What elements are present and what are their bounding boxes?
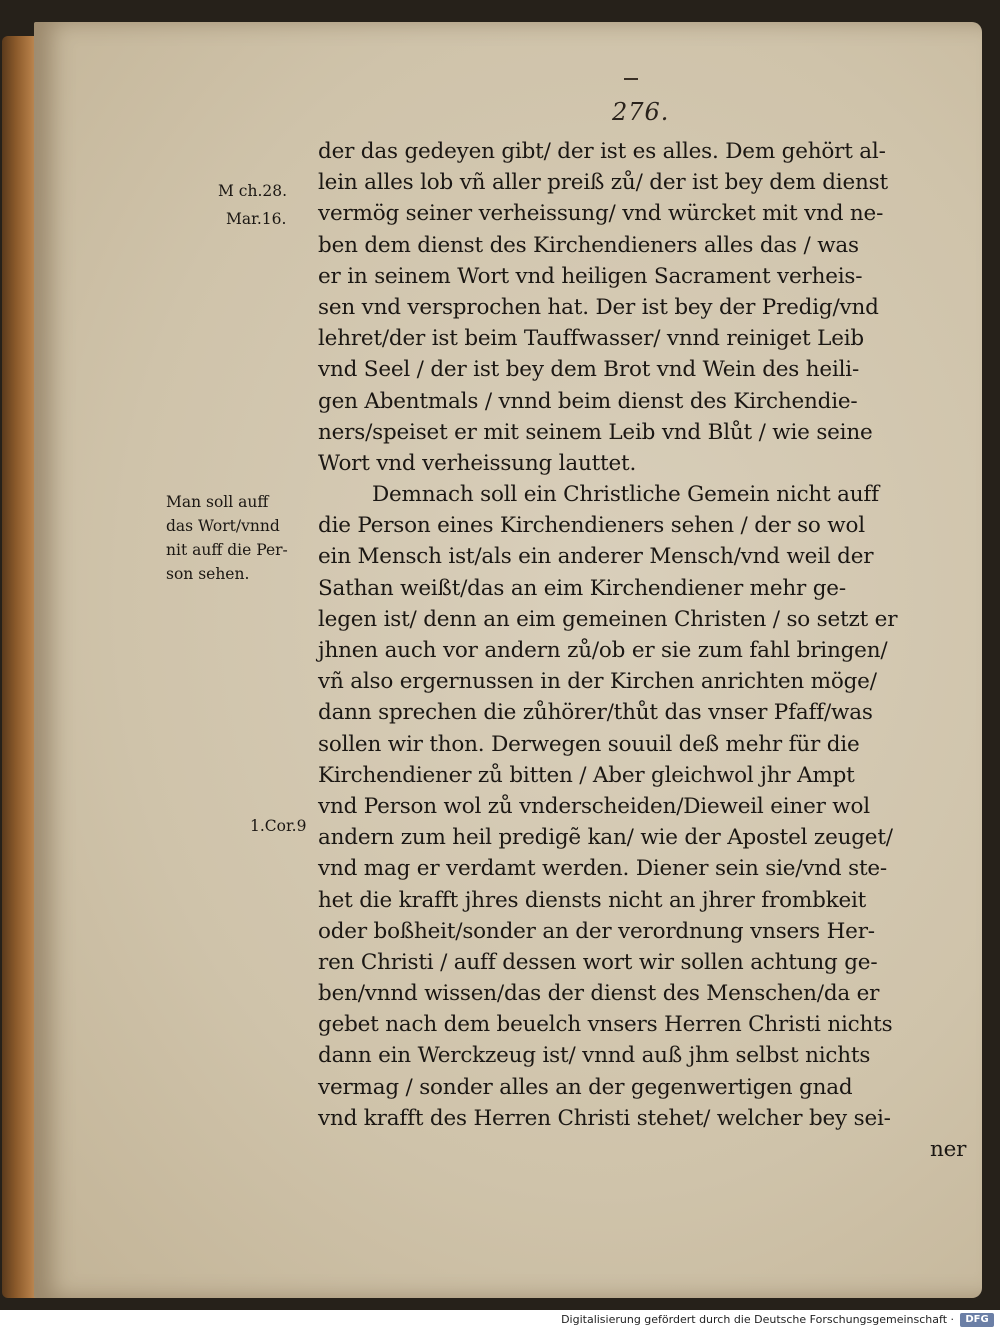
text-line: Sathan weißt/das an eim Kirchendiener mehr ge-: [318, 575, 846, 601]
text-line: oder boßheit/sonder an der verordnung vnsers Her-: [318, 918, 875, 944]
funding-credit: Digitalisierung gefördert durch die Deutsche Forschungsgemeinschaft ·: [561, 1313, 954, 1326]
margin-ref-mark: Mar.16.: [226, 210, 287, 228]
text-line: ren Christi / auff dessen wort wir sollen achtung ge-: [318, 949, 878, 975]
text-line: lein alles lob vñ aller preiß zů/ der ist bey dem dienst: [318, 170, 888, 196]
text-line: vermög seiner verheissung/ vnd würcket mit vnd ne-: [318, 201, 884, 227]
margin-note-line: Man soll auff: [166, 493, 269, 511]
margin-ref-corinthians: 1.Cor.9: [250, 817, 307, 835]
dfg-logo-icon: DFG: [960, 1313, 994, 1327]
text-line: vñ also ergernussen in der Kirchen anrichten möge/: [318, 669, 877, 695]
text-line: Wort vnd verheissung lauttet.: [318, 450, 637, 476]
margin-ref-matthew: M ch.28.: [218, 182, 288, 200]
text-line: gebet nach dem beuelch vnsers Herren Christi nichts: [318, 1012, 893, 1038]
margin-note-line: nit auff die Per-: [166, 541, 288, 559]
page-number: 276.: [612, 98, 670, 126]
text-line: ben/vnnd wissen/das der dienst des Menschen/da er: [318, 981, 880, 1007]
text-line: andern zum heil predigẽ kan/ wie der Apostel zeuget/: [318, 825, 893, 851]
text-line: ners/speiset er mit seinem Leib vnd Blůt / wie seine: [318, 419, 873, 445]
text-line: der das gedeyen gibt/ der ist es alles. Dem gehört al-: [318, 139, 886, 164]
text-line: ner: [930, 1137, 967, 1162]
text-line: gen Abentmals / vnnd beim dienst des Kirchendie-: [318, 388, 858, 414]
text-line: vnd Seel / der ist bey dem Brot vnd Wein des heili-: [318, 357, 860, 383]
text-line: jhnen auch vor andern zů/ob er sie zum fahl bringen/: [318, 638, 888, 663]
text-line: lehret/der ist beim Tauffwasser/ vnnd reiniget Leib: [318, 326, 864, 352]
text-line: vnd mag er verdamt werden. Diener sein sie/vnd ste-: [318, 856, 887, 882]
text-line: sen vnd versprochen hat. Der ist bey der Predig/vnd: [318, 294, 879, 320]
text-line: er in seinem Wort vnd heiligen Sacrament verheis-: [318, 263, 863, 289]
footer-bar: [0, 1310, 1000, 1331]
text-line: vermag / sonder alles an der gegenwertigen gnad: [318, 1074, 853, 1100]
text-line: ein Mensch ist/als ein anderer Mensch/vnd weil der: [318, 544, 874, 570]
margin-note-line: das Wort/vnnd: [166, 517, 280, 535]
text-line: legen ist/ denn an eim gemeinen Christen / so setzt er: [318, 606, 898, 632]
text-line: sollen wir thon. Derwegen souuil deß mehr für die: [318, 731, 860, 757]
text-line: Kirchendiener zů bitten / Aber gleichwol jhr Ampt: [318, 762, 855, 788]
text-line: vnd Person wol zů vnderscheiden/Dieweil einer wol: [318, 793, 870, 819]
text-line: Demnach soll ein Christliche Gemein nicht auff: [372, 482, 879, 508]
text-line: dann sprechen die zůhörer/thůt das vnser Pfaff/was: [318, 700, 873, 726]
text-line: dann ein Werckzeug ist/ vnnd auß jhm selbst nichts: [318, 1043, 871, 1069]
main-text-block: [318, 136, 978, 1165]
text-line: het die krafft jhres diensts nicht an jhrer frombkeit: [318, 887, 867, 913]
text-line: ben dem dienst des Kirchendieners alles das / was: [318, 232, 859, 258]
text-line: vnd krafft des Herren Christi stehet/ welcher bey sei-: [318, 1105, 891, 1131]
text-line: die Person eines Kirchendieners sehen / der so wol: [318, 513, 865, 539]
margin-note-line: son sehen.: [166, 565, 250, 583]
